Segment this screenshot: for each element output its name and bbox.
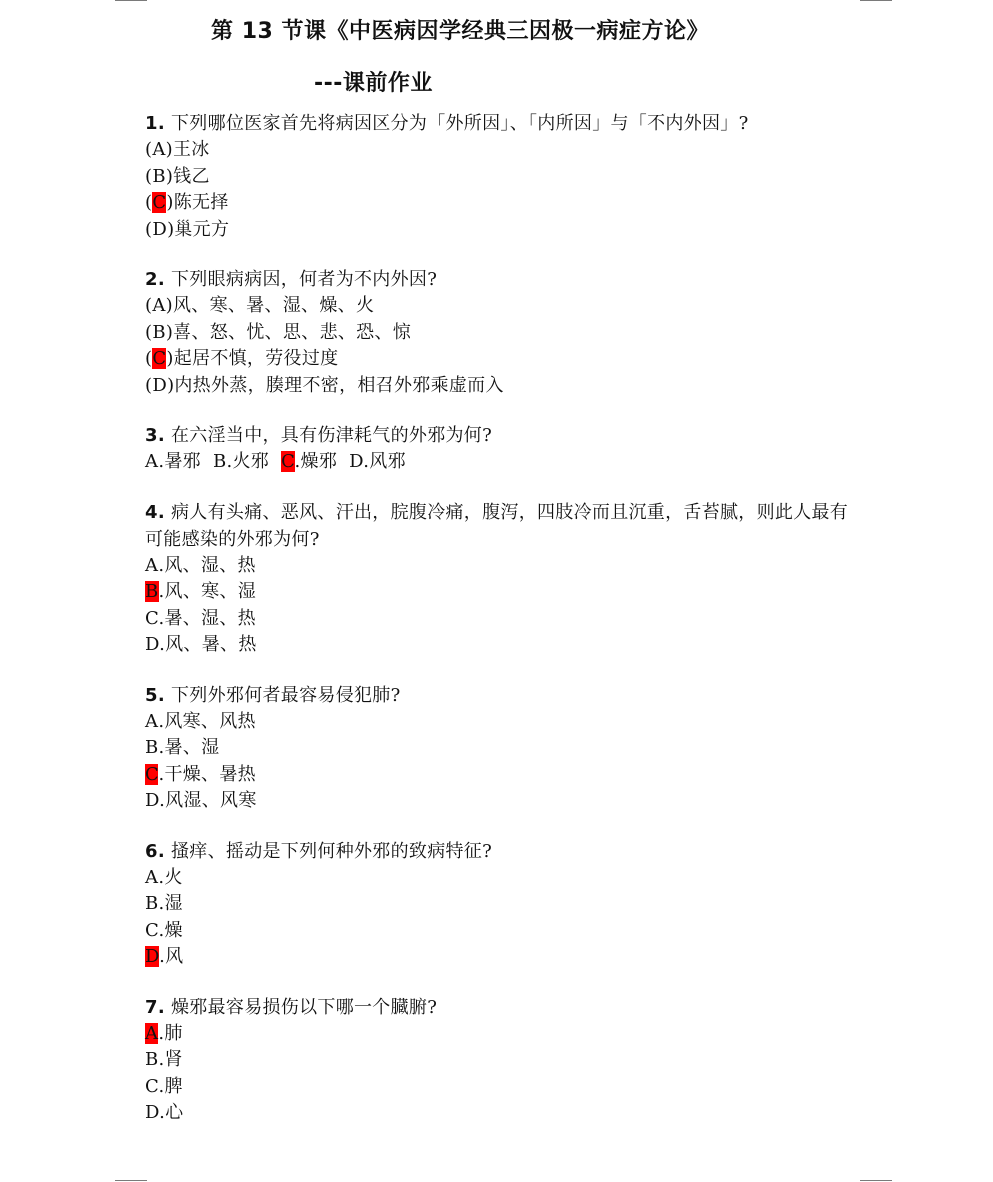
option-b: B.湿: [145, 893, 183, 914]
option-c: C.暑、湿、热: [145, 607, 256, 629]
page-title: 第 13 节课《中医病因学经典三因极一病症方论》: [211, 19, 709, 44]
option-a: A.肺: [145, 1022, 183, 1044]
answer-highlight: D: [145, 946, 160, 967]
option-c: C.燥: [145, 919, 183, 941]
question-text: [145, 499, 865, 553]
question-number: 6.: [145, 840, 165, 862]
option-c: (C)起居不慎，劳役过度: [145, 348, 339, 369]
option-b: B.暑、湿: [145, 737, 220, 758]
page-subtitle: ---课前作业: [314, 71, 433, 96]
option-c: C.脾: [145, 1075, 183, 1097]
option-d: D.风: [145, 946, 184, 967]
question-number: 2.: [145, 269, 165, 290]
option-b: (B)钱乙: [145, 165, 210, 187]
answer-highlight: A: [145, 1022, 159, 1044]
question-text: [145, 110, 865, 137]
question-stem: 下列哪位医家首先将病因区分为「外所因」、「内所因」与「不内外因」?: [171, 113, 749, 134]
answer-highlight: C: [152, 348, 167, 369]
page-corner-mark: [860, 1180, 892, 1181]
question-number: 4.: [145, 501, 165, 523]
option-d: D.风、暑、热: [145, 634, 257, 655]
page-corner-mark: [115, 0, 147, 1]
option-b: (B)喜、怒、忧、思、悲、恐、惊: [145, 321, 412, 343]
option-a: A.火: [145, 866, 183, 888]
question-5: [145, 682, 865, 815]
page-corner-mark: [860, 0, 892, 1]
answer-highlight: C: [145, 763, 159, 785]
question-stem: 病人有头痛、恶风、汗出，脘腹冷痛，腹泻，四肢冷而且沉重，舌苔腻，则此人最有可能感染的外邪为何?: [145, 501, 849, 550]
answer-highlight: C: [152, 192, 167, 213]
option-b: B.风、寒、湿: [145, 581, 257, 602]
question-list: [145, 110, 865, 1150]
question-text: [145, 266, 865, 293]
option-c: C.燥邪: [281, 451, 338, 472]
question-2: [145, 266, 865, 399]
option-b: B.火邪: [212, 451, 270, 472]
answer-highlight: C: [281, 451, 295, 472]
option-row: [145, 449, 865, 476]
question-1: [145, 110, 865, 243]
question-7: [145, 994, 865, 1127]
option-a: A.风寒、风热: [145, 710, 256, 732]
option-c: C.干燥、暑热: [145, 763, 256, 785]
option-d: (D)内热外蒸，腠理不密，相召外邪乘虚而入: [145, 374, 504, 396]
question-number: 7.: [145, 996, 165, 1018]
question-stem: 搔痒、摇动是下列何种外邪的致病特征?: [171, 840, 493, 862]
question-number: 3.: [145, 425, 165, 446]
question-stem: 在六淫当中，具有伤津耗气的外邪为何?: [171, 425, 493, 446]
question-3: [145, 422, 865, 476]
question-stem: 下列眼病病因，何者为不内外因?: [171, 269, 438, 290]
question-number: 5.: [145, 684, 165, 706]
question-stem: 燥邪最容易损伤以下哪一个臓腑?: [171, 996, 438, 1018]
option-a: A.暑邪: [145, 451, 201, 472]
question-6: [145, 838, 865, 971]
option-d: D.风湿、风寒: [145, 790, 257, 811]
question-text: [145, 994, 865, 1021]
page-corner-mark: [115, 1180, 147, 1181]
question-stem: 下列外邪何者最容易侵犯肺?: [171, 684, 401, 706]
option-c: (C)陈无择: [145, 192, 229, 213]
option-a: (A)王冰: [145, 139, 210, 160]
option-a: A.风、湿、热: [145, 554, 256, 576]
option-a: (A)风、寒、暑、湿、燥、火: [145, 295, 375, 316]
option-d: D.风邪: [349, 451, 406, 472]
option-d: (D)巢元方: [145, 218, 230, 240]
option-b: B.肾: [145, 1049, 183, 1070]
question-text: [145, 682, 865, 709]
question-4: [145, 499, 865, 659]
question-number: 1.: [145, 113, 165, 134]
question-text: [145, 838, 865, 865]
option-d: D.心: [145, 1102, 184, 1123]
answer-highlight: B: [145, 581, 159, 602]
question-text: [145, 422, 865, 449]
